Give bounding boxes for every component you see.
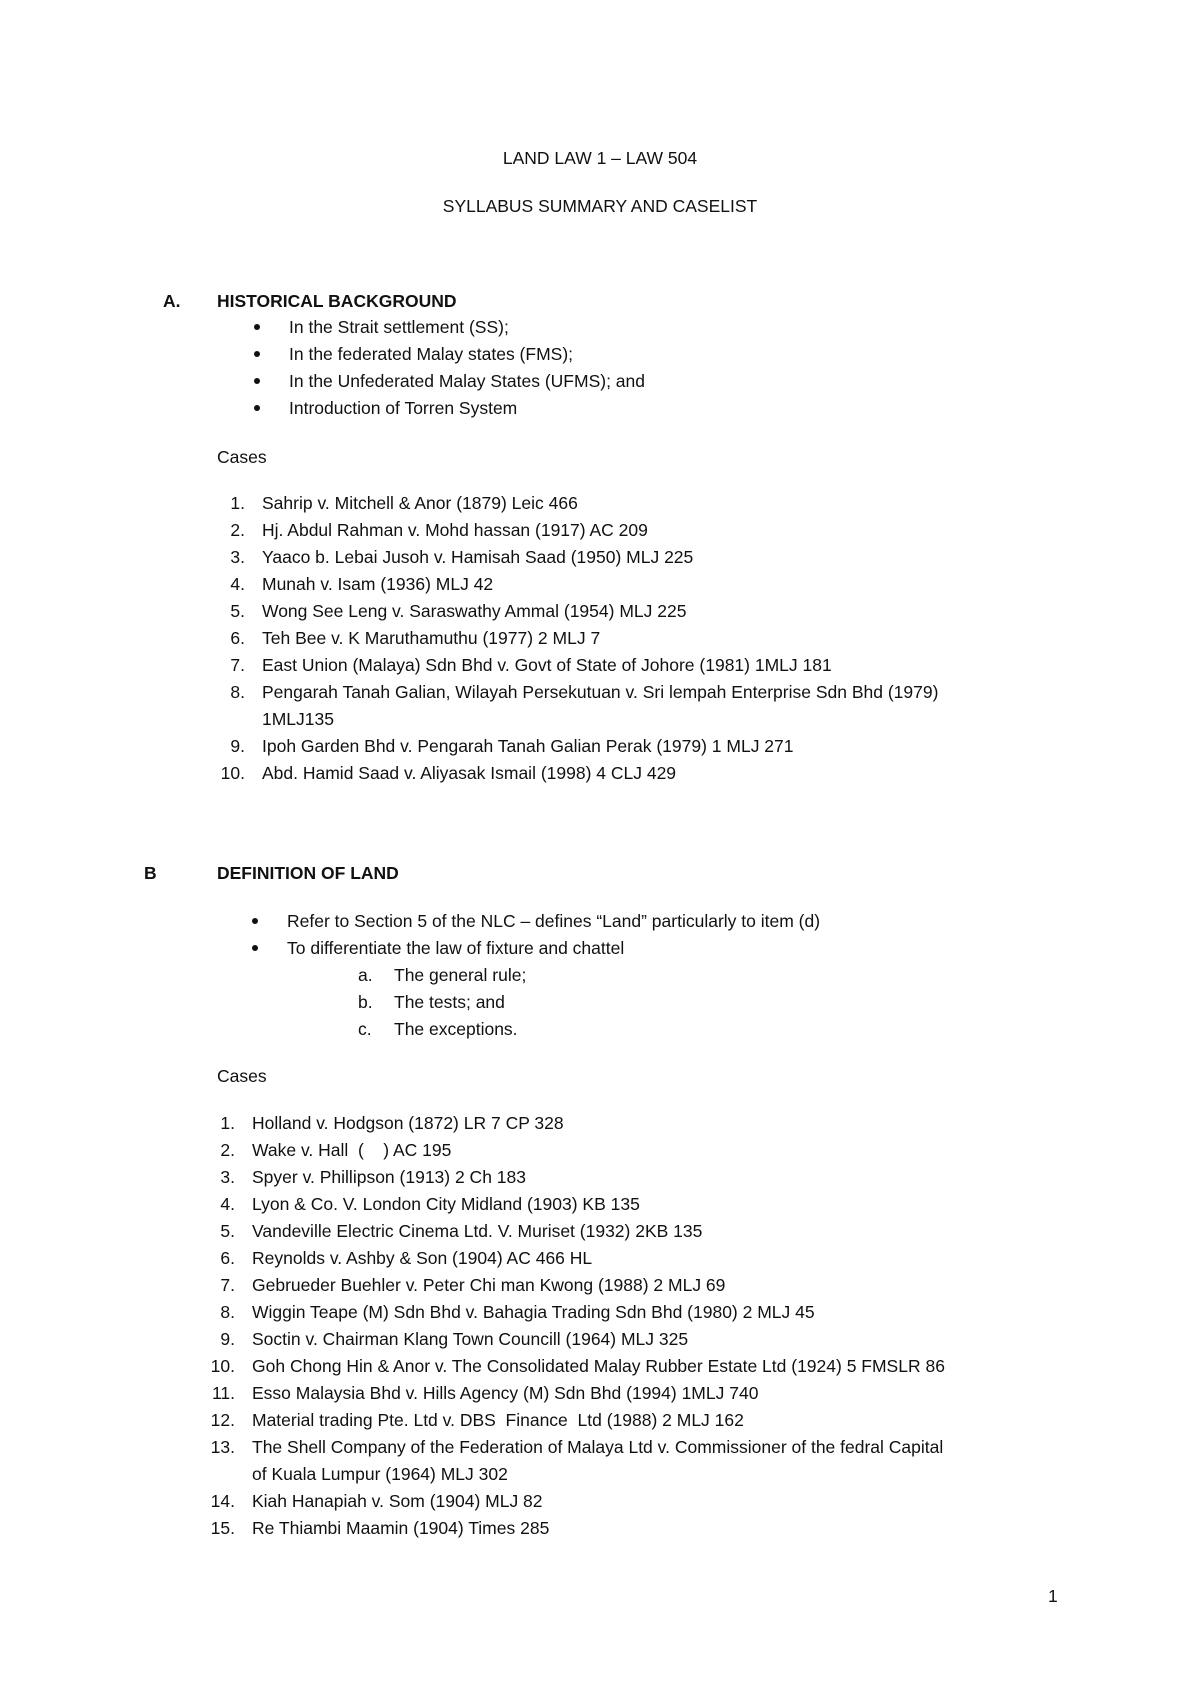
list-item: Introduction of Torren System — [289, 398, 518, 418]
case-number: 2. — [230, 520, 245, 540]
case-number: 4. — [230, 574, 245, 594]
case-number: 5. — [230, 601, 245, 621]
subitem: The general rule; — [394, 965, 527, 985]
bullet-dot — [254, 405, 260, 411]
section-b-cases-label: Cases — [217, 1066, 267, 1086]
document-subtitle: SYLLABUS SUMMARY AND CASELIST — [442, 196, 758, 216]
list-item: In the federated Malay states (FMS); — [289, 344, 574, 364]
case-number: 8. — [230, 682, 245, 702]
case-item: Spyer v. Phillipson (1913) 2 Ch 183 — [252, 1167, 526, 1187]
subitem-letter: c. — [358, 1019, 372, 1039]
list-item: In the Unfederated Malay States (UFMS); and — [289, 371, 645, 391]
case-item: Wong See Leng v. Saraswathy Ammal (1954) MLJ 225 — [262, 601, 687, 621]
bullet-dot — [254, 351, 260, 357]
case-number: 14. — [210, 1491, 235, 1511]
case-item: Sahrip v. Mitchell & Anor (1879) Leic 466 — [262, 493, 578, 513]
case-item: Wake v. Hall ( ) AC 195 — [252, 1140, 452, 1160]
case-number: 3. — [230, 547, 245, 567]
subitem-letter: a. — [358, 965, 373, 985]
case-number: 8. — [220, 1302, 235, 1322]
case-number: 13. — [210, 1437, 235, 1457]
bullet-dot — [252, 945, 258, 951]
case-item: Vandeville Electric Cinema Ltd. V. Muriset (1932) 2KB 135 — [252, 1221, 703, 1241]
case-item: Pengarah Tanah Galian, Wilayah Persekutuan v. Sri lempah Enterprise Sdn Bhd (1979) — [262, 682, 939, 702]
section-a-heading: HISTORICAL BACKGROUND — [217, 291, 457, 311]
bullet-dot — [254, 378, 260, 384]
case-number: 6. — [220, 1248, 235, 1268]
case-number: 1. — [220, 1113, 235, 1133]
case-item: Kiah Hanapiah v. Som (1904) MLJ 82 — [252, 1491, 543, 1511]
case-number: 15. — [210, 1518, 235, 1538]
case-item: Ipoh Garden Bhd v. Pengarah Tanah Galian Perak (1979) 1 MLJ 271 — [262, 736, 794, 756]
case-number: 2. — [220, 1140, 235, 1160]
case-item: Hj. Abdul Rahman v. Mohd hassan (1917) AC 209 — [262, 520, 648, 540]
case-item: Soctin v. Chairman Klang Town Councill (1964) MLJ 325 — [252, 1329, 689, 1349]
case-item: Reynolds v. Ashby & Son (1904) AC 466 HL — [252, 1248, 593, 1268]
section-b-heading: DEFINITION OF LAND — [217, 863, 399, 883]
case-item-continuation: 1MLJ135 — [262, 709, 334, 729]
section-b-label: B — [144, 863, 157, 883]
case-item-continuation: of Kuala Lumpur (1964) MLJ 302 — [252, 1464, 508, 1484]
case-number: 4. — [220, 1194, 235, 1214]
case-number: 12. — [210, 1410, 235, 1430]
case-item: Material trading Pte. Ltd v. DBS Finance Ltd (1988) 2 MLJ 162 — [252, 1410, 744, 1430]
case-number: 6. — [230, 628, 245, 648]
case-item: Lyon & Co. V. London City Midland (1903) KB 135 — [252, 1194, 640, 1214]
section-a-label: A. — [163, 291, 181, 311]
case-item: Esso Malaysia Bhd v. Hills Agency (M) Sdn Bhd (1994) 1MLJ 740 — [252, 1383, 759, 1403]
case-number: 3. — [220, 1167, 235, 1187]
case-number: 1. — [230, 493, 245, 513]
subitem: The exceptions. — [394, 1019, 518, 1039]
case-item: East Union (Malaya) Sdn Bhd v. Govt of State of Johore (1981) 1MLJ 181 — [262, 655, 832, 675]
document-title: LAND LAW 1 – LAW 504 — [502, 148, 698, 168]
case-item: Holland v. Hodgson (1872) LR 7 CP 328 — [252, 1113, 564, 1133]
subitem: The tests; and — [394, 992, 505, 1012]
list-item: Refer to Section 5 of the NLC – defines “Land” particularly to item (d) — [287, 911, 821, 931]
list-item: In the Strait settlement (SS); — [289, 317, 509, 337]
case-number: 7. — [230, 655, 245, 675]
subitem-letter: b. — [358, 992, 373, 1012]
page-number: 1 — [1048, 1586, 1058, 1606]
section-a-cases-label: Cases — [217, 447, 267, 467]
case-item: Abd. Hamid Saad v. Aliyasak Ismail (1998) 4 CLJ 429 — [262, 763, 677, 783]
bullet-dot — [252, 918, 258, 924]
case-item: Wiggin Teape (M) Sdn Bhd v. Bahagia Trading Sdn Bhd (1980) 2 MLJ 45 — [252, 1302, 815, 1322]
case-number: 10. — [210, 1356, 235, 1376]
case-number: 9. — [230, 736, 245, 756]
list-item: To differentiate the law of fixture and chattel — [287, 938, 625, 958]
case-item: Yaaco b. Lebai Jusoh v. Hamisah Saad (1950) MLJ 225 — [262, 547, 694, 567]
case-item: Teh Bee v. K Maruthamuthu (1977) 2 MLJ 7 — [262, 628, 601, 648]
case-number: 7. — [220, 1275, 235, 1295]
case-number: 10. — [220, 763, 245, 783]
case-number: 11. — [211, 1383, 235, 1403]
case-item: The Shell Company of the Federation of Malaya Ltd v. Commissioner of the fedral Capital — [252, 1437, 944, 1457]
bullet-dot — [254, 324, 260, 330]
case-item: Gebrueder Buehler v. Peter Chi man Kwong (1988) 2 MLJ 69 — [252, 1275, 726, 1295]
case-number: 5. — [220, 1221, 235, 1241]
case-number: 9. — [220, 1329, 235, 1349]
case-item: Re Thiambi Maamin (1904) Times 285 — [252, 1518, 550, 1538]
case-item: Munah v. Isam (1936) MLJ 42 — [262, 574, 494, 594]
case-item: Goh Chong Hin & Anor v. The Consolidated Malay Rubber Estate Ltd (1924) 5 FMSLR 86 — [252, 1356, 945, 1376]
